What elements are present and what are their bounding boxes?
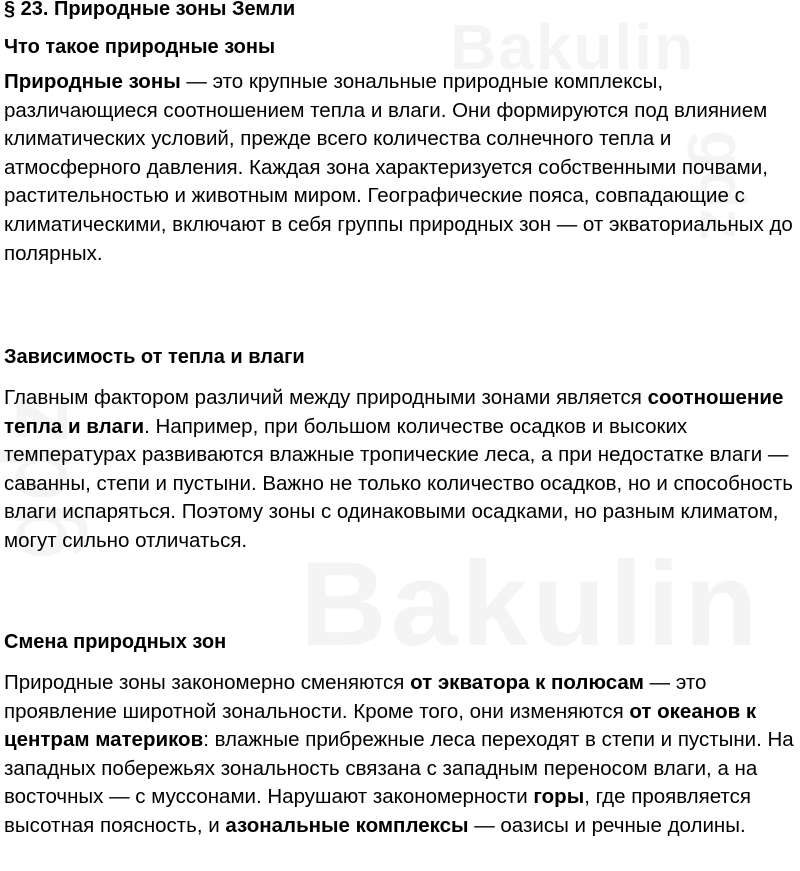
section-text-zone-change: [4, 669, 798, 841]
section-text-heat-moisture: [4, 384, 798, 556]
text-fragment: , где проявляется высотная поясность, и: [4, 785, 751, 837]
text-fragment: Главным фактором различий между природными зонами является: [4, 386, 648, 409]
section-text-what-are-zones: [4, 68, 798, 268]
paragraph-title: § 23. Природные зоны Земли: [4, 0, 296, 20]
term-mountains: горы: [533, 785, 585, 809]
text-fragment: Природные зоны закономерно сменяются: [4, 671, 411, 694]
text-fragment: — это проявление широтной зональности. Кроме того, они изменяются: [4, 671, 707, 723]
term-oceans-to-continents: от океанов к центрам материков: [4, 699, 757, 752]
term-natural-zones: Природные зоны: [4, 70, 181, 93]
term-heat-moisture-ratio: соотношение тепла и влаги: [4, 386, 784, 438]
text-fragment: — оазисы и речные долины.: [468, 813, 746, 837]
text-fragment: : влажные прибрежные леса переходят в степи и пустыни. На западных побережьях зональность связана с западным переносом влаги, а на восточных — с муссонами. Нарушают закономерности: [4, 728, 794, 809]
section-heading-what-are-zones: Что такое природные зоны: [4, 36, 276, 58]
section-heading-zone-change: Смена природных зон: [4, 631, 227, 653]
term-azonal-complexes: азональные комплексы: [225, 813, 469, 837]
text-fragment: . Например, при большом количестве осадков и высоких температурах развиваются влажные тропические леса, а при недостатке влаги — саванны, степи и пустыни. Важно не только количество осадков, но и способность влаги испаряться. Поэтому зоны с одинаковыми осадками, но разным климатом, могут сильно отличаться.: [4, 414, 793, 552]
text-fragment: — это крупные зональные природные комплексы, различающиеся соотношением тепла и влаги. Они формируются под влиянием климатических условий, прежде всего количества солнечного тепла и атмосферного давления. Каждая зона характеризуется собственными почвами, растительностью и животным миром. Географические пояса, совпадающие с климатическими, включают в себя группы природных зон — от экваториальных до полярных.: [4, 70, 793, 265]
section-heading-heat-moisture: Зависимость от тепла и влаги: [4, 346, 305, 368]
term-equator-to-poles: от экватора к полюсам: [410, 671, 644, 694]
